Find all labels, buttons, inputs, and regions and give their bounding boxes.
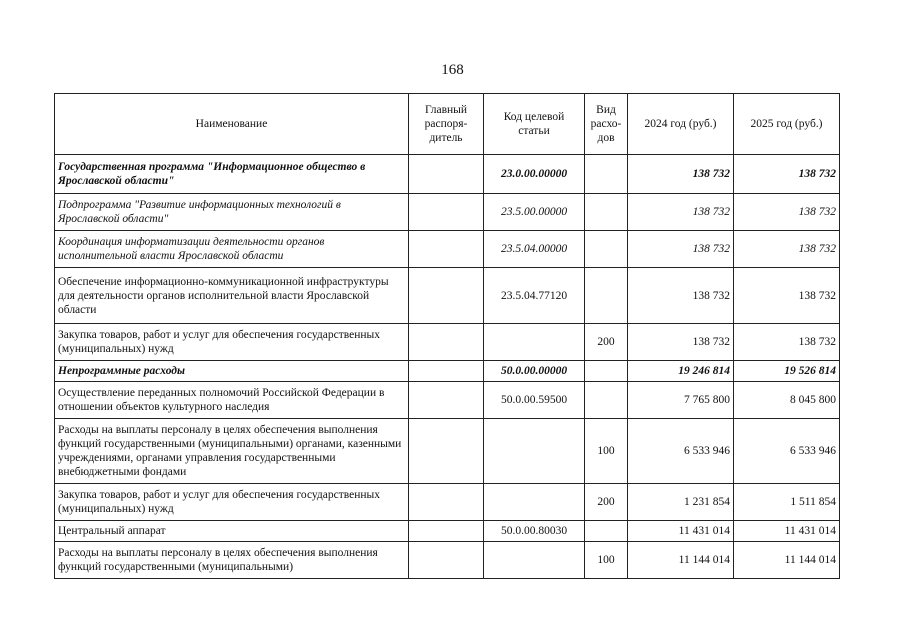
cell-2025: 138 732 xyxy=(734,231,840,268)
cell-kind xyxy=(585,231,628,268)
header-admin: Главный распоря-дитель xyxy=(409,94,484,155)
cell-kind: 200 xyxy=(585,324,628,361)
cell-2025: 138 732 xyxy=(734,194,840,231)
cell-2024: 138 732 xyxy=(628,268,734,324)
cell-admin xyxy=(409,382,484,419)
cell-name: Непрограммные расходы xyxy=(55,361,409,382)
cell-2024: 19 246 814 xyxy=(628,361,734,382)
cell-name: Государственная программа "Информационное общество в Ярославской области" xyxy=(55,155,409,194)
cell-2025: 1 511 854 xyxy=(734,484,840,521)
cell-2025: 8 045 800 xyxy=(734,382,840,419)
cell-2024: 11 431 014 xyxy=(628,521,734,542)
table-body xyxy=(55,155,840,579)
cell-kind xyxy=(585,361,628,382)
table-row xyxy=(55,361,840,382)
cell-code: 23.5.00.00000 xyxy=(484,194,585,231)
table-row xyxy=(55,382,840,419)
cell-name: Подпрограмма "Развитие информационных технологий в Ярославской области" xyxy=(55,194,409,231)
cell-kind: 200 xyxy=(585,484,628,521)
cell-admin xyxy=(409,521,484,542)
cell-admin xyxy=(409,542,484,579)
table-row xyxy=(55,231,840,268)
cell-code: 23.0.00.00000 xyxy=(484,155,585,194)
cell-code xyxy=(484,324,585,361)
cell-2025: 138 732 xyxy=(734,155,840,194)
cell-name: Расходы на выплаты персоналу в целях обеспечения выполнения функций государственными (муниципальными) xyxy=(55,542,409,579)
cell-name: Расходы на выплаты персоналу в целях обеспечения выполнения функций государственными (муниципальными) органами, казенными учреждениями, органами управления государственными внебюджетными фондами xyxy=(55,419,409,484)
cell-admin xyxy=(409,484,484,521)
cell-admin xyxy=(409,155,484,194)
cell-2024: 7 765 800 xyxy=(628,382,734,419)
cell-code: 23.5.04.00000 xyxy=(484,231,585,268)
cell-kind xyxy=(585,521,628,542)
cell-2024: 11 144 014 xyxy=(628,542,734,579)
cell-code xyxy=(484,419,585,484)
cell-2024: 138 732 xyxy=(628,324,734,361)
table-row xyxy=(55,194,840,231)
cell-kind xyxy=(585,268,628,324)
cell-name: Закупка товаров, работ и услуг для обеспечения государственных (муниципальных) нужд xyxy=(55,484,409,521)
cell-2024: 1 231 854 xyxy=(628,484,734,521)
table-row xyxy=(55,542,840,579)
cell-admin xyxy=(409,419,484,484)
cell-name: Закупка товаров, работ и услуг для обеспечения государственных (муниципальных) нужд xyxy=(55,324,409,361)
cell-name: Координация информатизации деятельности органов исполнительной власти Ярославской области xyxy=(55,231,409,268)
table-row xyxy=(55,324,840,361)
header-name: Наименование xyxy=(55,94,409,155)
cell-admin xyxy=(409,324,484,361)
header-row xyxy=(55,94,840,155)
cell-2024: 138 732 xyxy=(628,155,734,194)
cell-name: Осуществление переданных полномочий Российской Федерации в отношении объектов культурного наследия xyxy=(55,382,409,419)
cell-2025: 138 732 xyxy=(734,324,840,361)
header-year-2025: 2025 год (руб.) xyxy=(734,94,840,155)
table-row xyxy=(55,155,840,194)
header-year-2024: 2024 год (руб.) xyxy=(628,94,734,155)
cell-code: 23.5.04.77120 xyxy=(484,268,585,324)
cell-code: 50.0.00.00000 xyxy=(484,361,585,382)
cell-2025: 11 144 014 xyxy=(734,542,840,579)
cell-2025: 138 732 xyxy=(734,268,840,324)
cell-2025: 11 431 014 xyxy=(734,521,840,542)
header-code: Код целевой статьи xyxy=(484,94,585,155)
cell-2024: 138 732 xyxy=(628,231,734,268)
cell-code: 50.0.00.80030 xyxy=(484,521,585,542)
cell-kind xyxy=(585,194,628,231)
cell-name: Центральный аппарат xyxy=(55,521,409,542)
cell-code xyxy=(484,542,585,579)
cell-admin xyxy=(409,361,484,382)
header-kind: Вид расхо-дов xyxy=(585,94,628,155)
cell-code: 50.0.00.59500 xyxy=(484,382,585,419)
cell-2024: 138 732 xyxy=(628,194,734,231)
cell-code xyxy=(484,484,585,521)
cell-admin xyxy=(409,194,484,231)
cell-kind: 100 xyxy=(585,419,628,484)
cell-kind xyxy=(585,382,628,419)
page-number: 168 xyxy=(441,62,464,78)
cell-admin xyxy=(409,231,484,268)
cell-2024: 6 533 946 xyxy=(628,419,734,484)
table-row xyxy=(55,419,840,484)
table-row xyxy=(55,484,840,521)
cell-admin xyxy=(409,268,484,324)
cell-2025: 19 526 814 xyxy=(734,361,840,382)
cell-kind: 100 xyxy=(585,542,628,579)
cell-2025: 6 533 946 xyxy=(734,419,840,484)
table-row xyxy=(55,521,840,542)
cell-name: Обеспечение информационно-коммуникационной инфраструктуры для деятельности органов исполнительной власти Ярославской области xyxy=(55,268,409,324)
budget-table xyxy=(54,93,840,579)
table-row xyxy=(55,268,840,324)
cell-kind xyxy=(585,155,628,194)
